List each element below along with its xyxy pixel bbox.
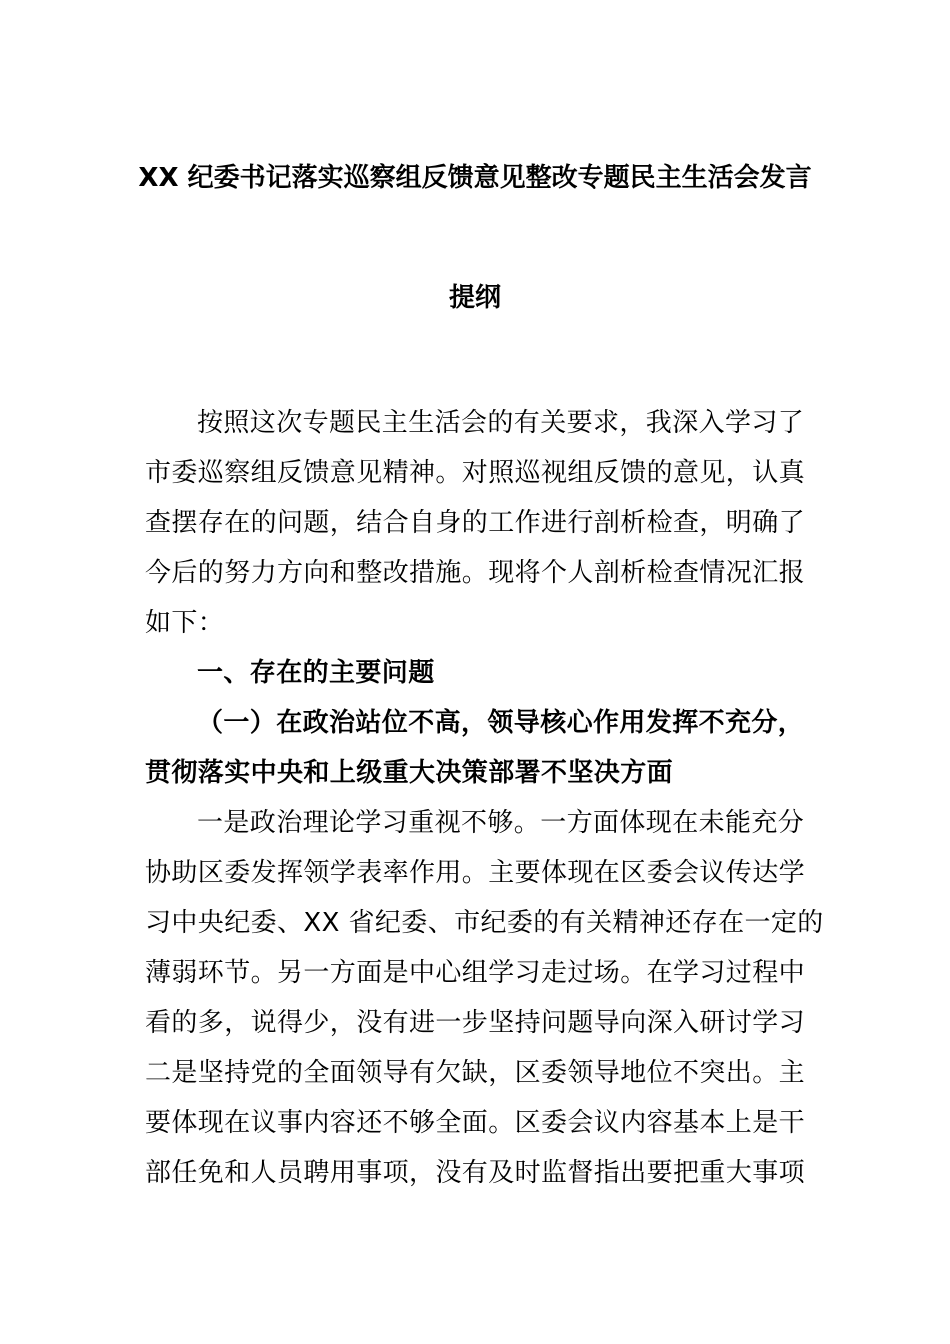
intro-paragraph-line: 今后的努力方向和整改措施。现将个人剖析检查情况汇报: [145, 558, 806, 588]
intro-paragraph-line: 查摆存在的问题，结合自身的工作进行剖析检查，明确了: [145, 508, 806, 538]
subsection-heading-line: 贯彻落实中央和上级重大决策部署不坚决方面: [145, 758, 674, 788]
document-title-line-2: 提纲: [448, 283, 501, 313]
document-title-line-1: XX 纪委书记落实巡察组反馈意见整改专题民主生活会发言: [138, 163, 812, 193]
point-1-line: 薄弱环节。另一方面是中心组学习走过场。在学习过程中: [145, 958, 806, 988]
point-1-line: 习中央纪委、XX 省纪委、市纪委的有关精神还存在一定的: [145, 908, 824, 938]
point-1-line: 协助区委发挥领学表率作用。主要体现在区委会议传达学: [145, 858, 806, 888]
point-1-line: 一是政治理论学习重视不够。一方面体现在未能充分: [197, 808, 805, 838]
section-heading: 一、存在的主要问题: [197, 658, 435, 688]
subsection-heading-line: （一）在政治站位不高，领导核心作用发挥不充分，: [197, 708, 805, 738]
intro-paragraph-line: 市委巡察组反馈意见精神。对照巡视组反馈的意见，认真: [145, 458, 806, 488]
point-2-line: 要体现在议事内容还不够全面。区委会议内容基本上是干: [145, 1108, 806, 1138]
intro-paragraph-line: 按照这次专题民主生活会的有关要求，我深入学习了: [197, 408, 805, 438]
point-2-line: 部任免和人员聘用事项，没有及时监督指出要把重大事项: [145, 1158, 806, 1188]
point-2-line: 二是坚持党的全面领导有欠缺，区委领导地位不突出。主: [145, 1058, 806, 1088]
point-1-line: 看的多，说得少，没有进一步坚持问题导向深入研讨学习: [145, 1008, 806, 1038]
intro-paragraph-line: 如下：: [145, 608, 225, 638]
document-body: [145, 398, 824, 1198]
